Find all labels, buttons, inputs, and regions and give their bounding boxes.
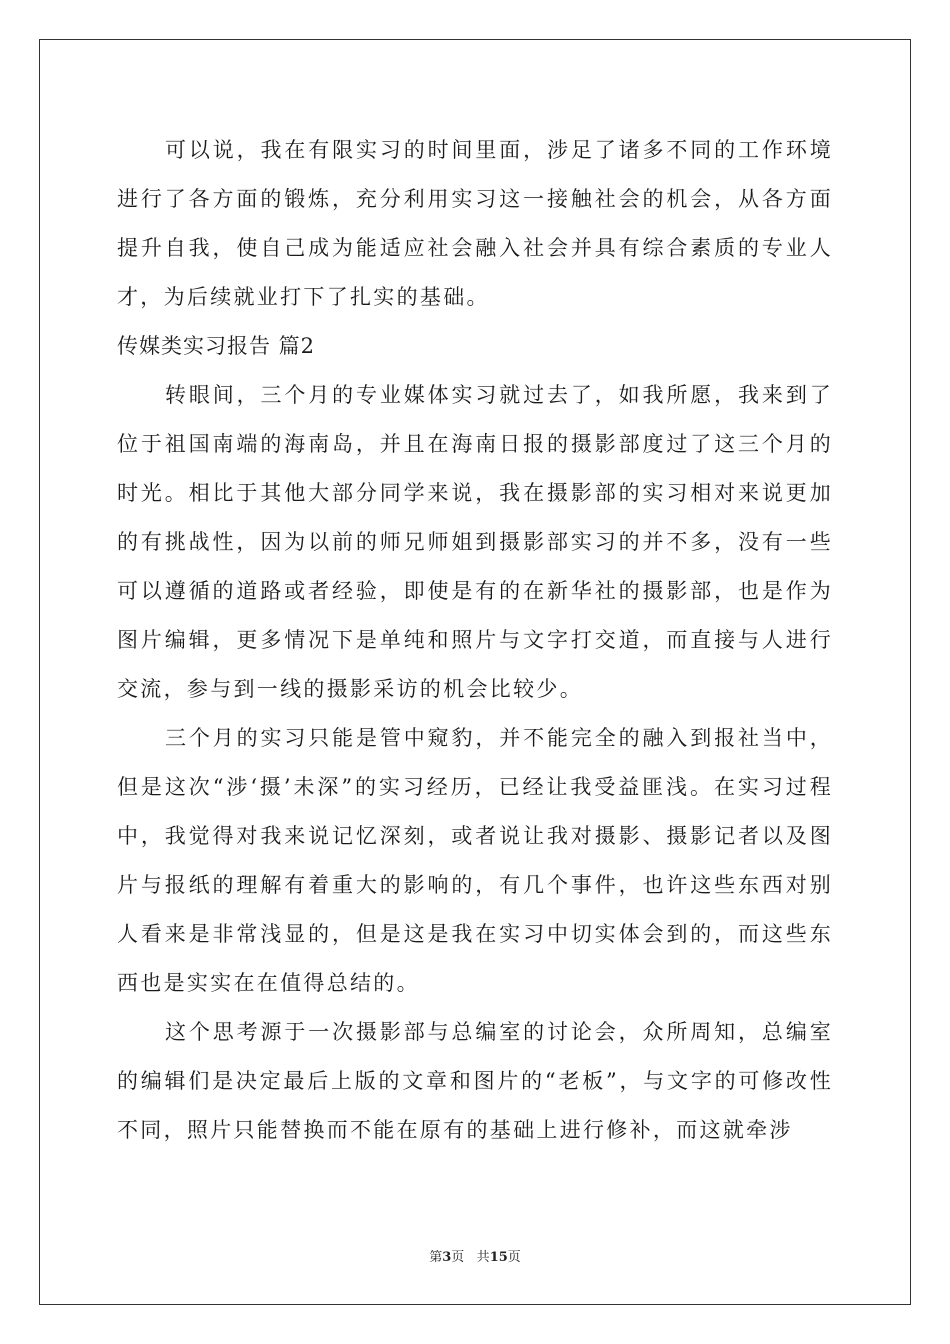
total-suffix: 页 (507, 1250, 521, 1265)
page-suffix: 页 (451, 1250, 465, 1265)
section-heading: 传媒类实习报告 篇2 (117, 334, 316, 358)
paragraph: 这个思考源于一次摄影部与总编室的讨论会，众所周知，总编室的编辑们是决定最后上版的文章和图片的“老板”，与文字的可修改性不同，照片只能替换而不能在原有的基础上进行修补，而这就牵涉 (117, 1020, 833, 1142)
document-body (117, 126, 833, 1155)
page-prefix: 第 (429, 1250, 443, 1265)
paragraph: 三个月的实习只能是管中窥豹，并不能完全的融入到报社当中，但是这次“涉‘摄’未深”的实习经历，已经让我受益匪浅。在实习过程中，我觉得对我来说记忆深刻，或者说让我对摄影、摄影记者以及图片与报纸的理解有着重大的影响的，有几个事件，也许这些东西对别人看来是非常浅显的，但是这是我在实习中切实体会到的，而这些东西也是实实在在值得总结的。 (117, 726, 833, 995)
paragraph: 转眼间，三个月的专业媒体实习就过去了，如我所愿，我来到了位于祖国南端的海南岛，并且在海南日报的摄影部度过了这三个月的时光。相比于其他大部分同学来说，我在摄影部的实习相对来说更加的有挑战性，因为以前的师兄师姐到摄影部实习的并不多，没有一些可以遵循的道路或者经验，即使是有的在新华社的摄影部，也是作为图片编辑，更多情况下是单纯和照片与文字打交道，而直接与人进行交流，参与到一线的摄影采访的机会比较少。 (117, 383, 833, 701)
total-page-count: 15 (489, 1250, 508, 1265)
paragraph: 可以说，我在有限实习的时间里面，涉足了诸多不同的工作环境进行了各方面的锻炼，充分利用实习这一接触社会的机会，从各方面提升自我，使自己成为能适应社会融入社会并具有综合素质的专业人才，为后续就业打下了扎实的基础。 (117, 138, 833, 309)
page-footer (0, 1246, 950, 1265)
current-page-number: 3 (442, 1250, 452, 1265)
total-prefix: 共 (476, 1250, 490, 1265)
